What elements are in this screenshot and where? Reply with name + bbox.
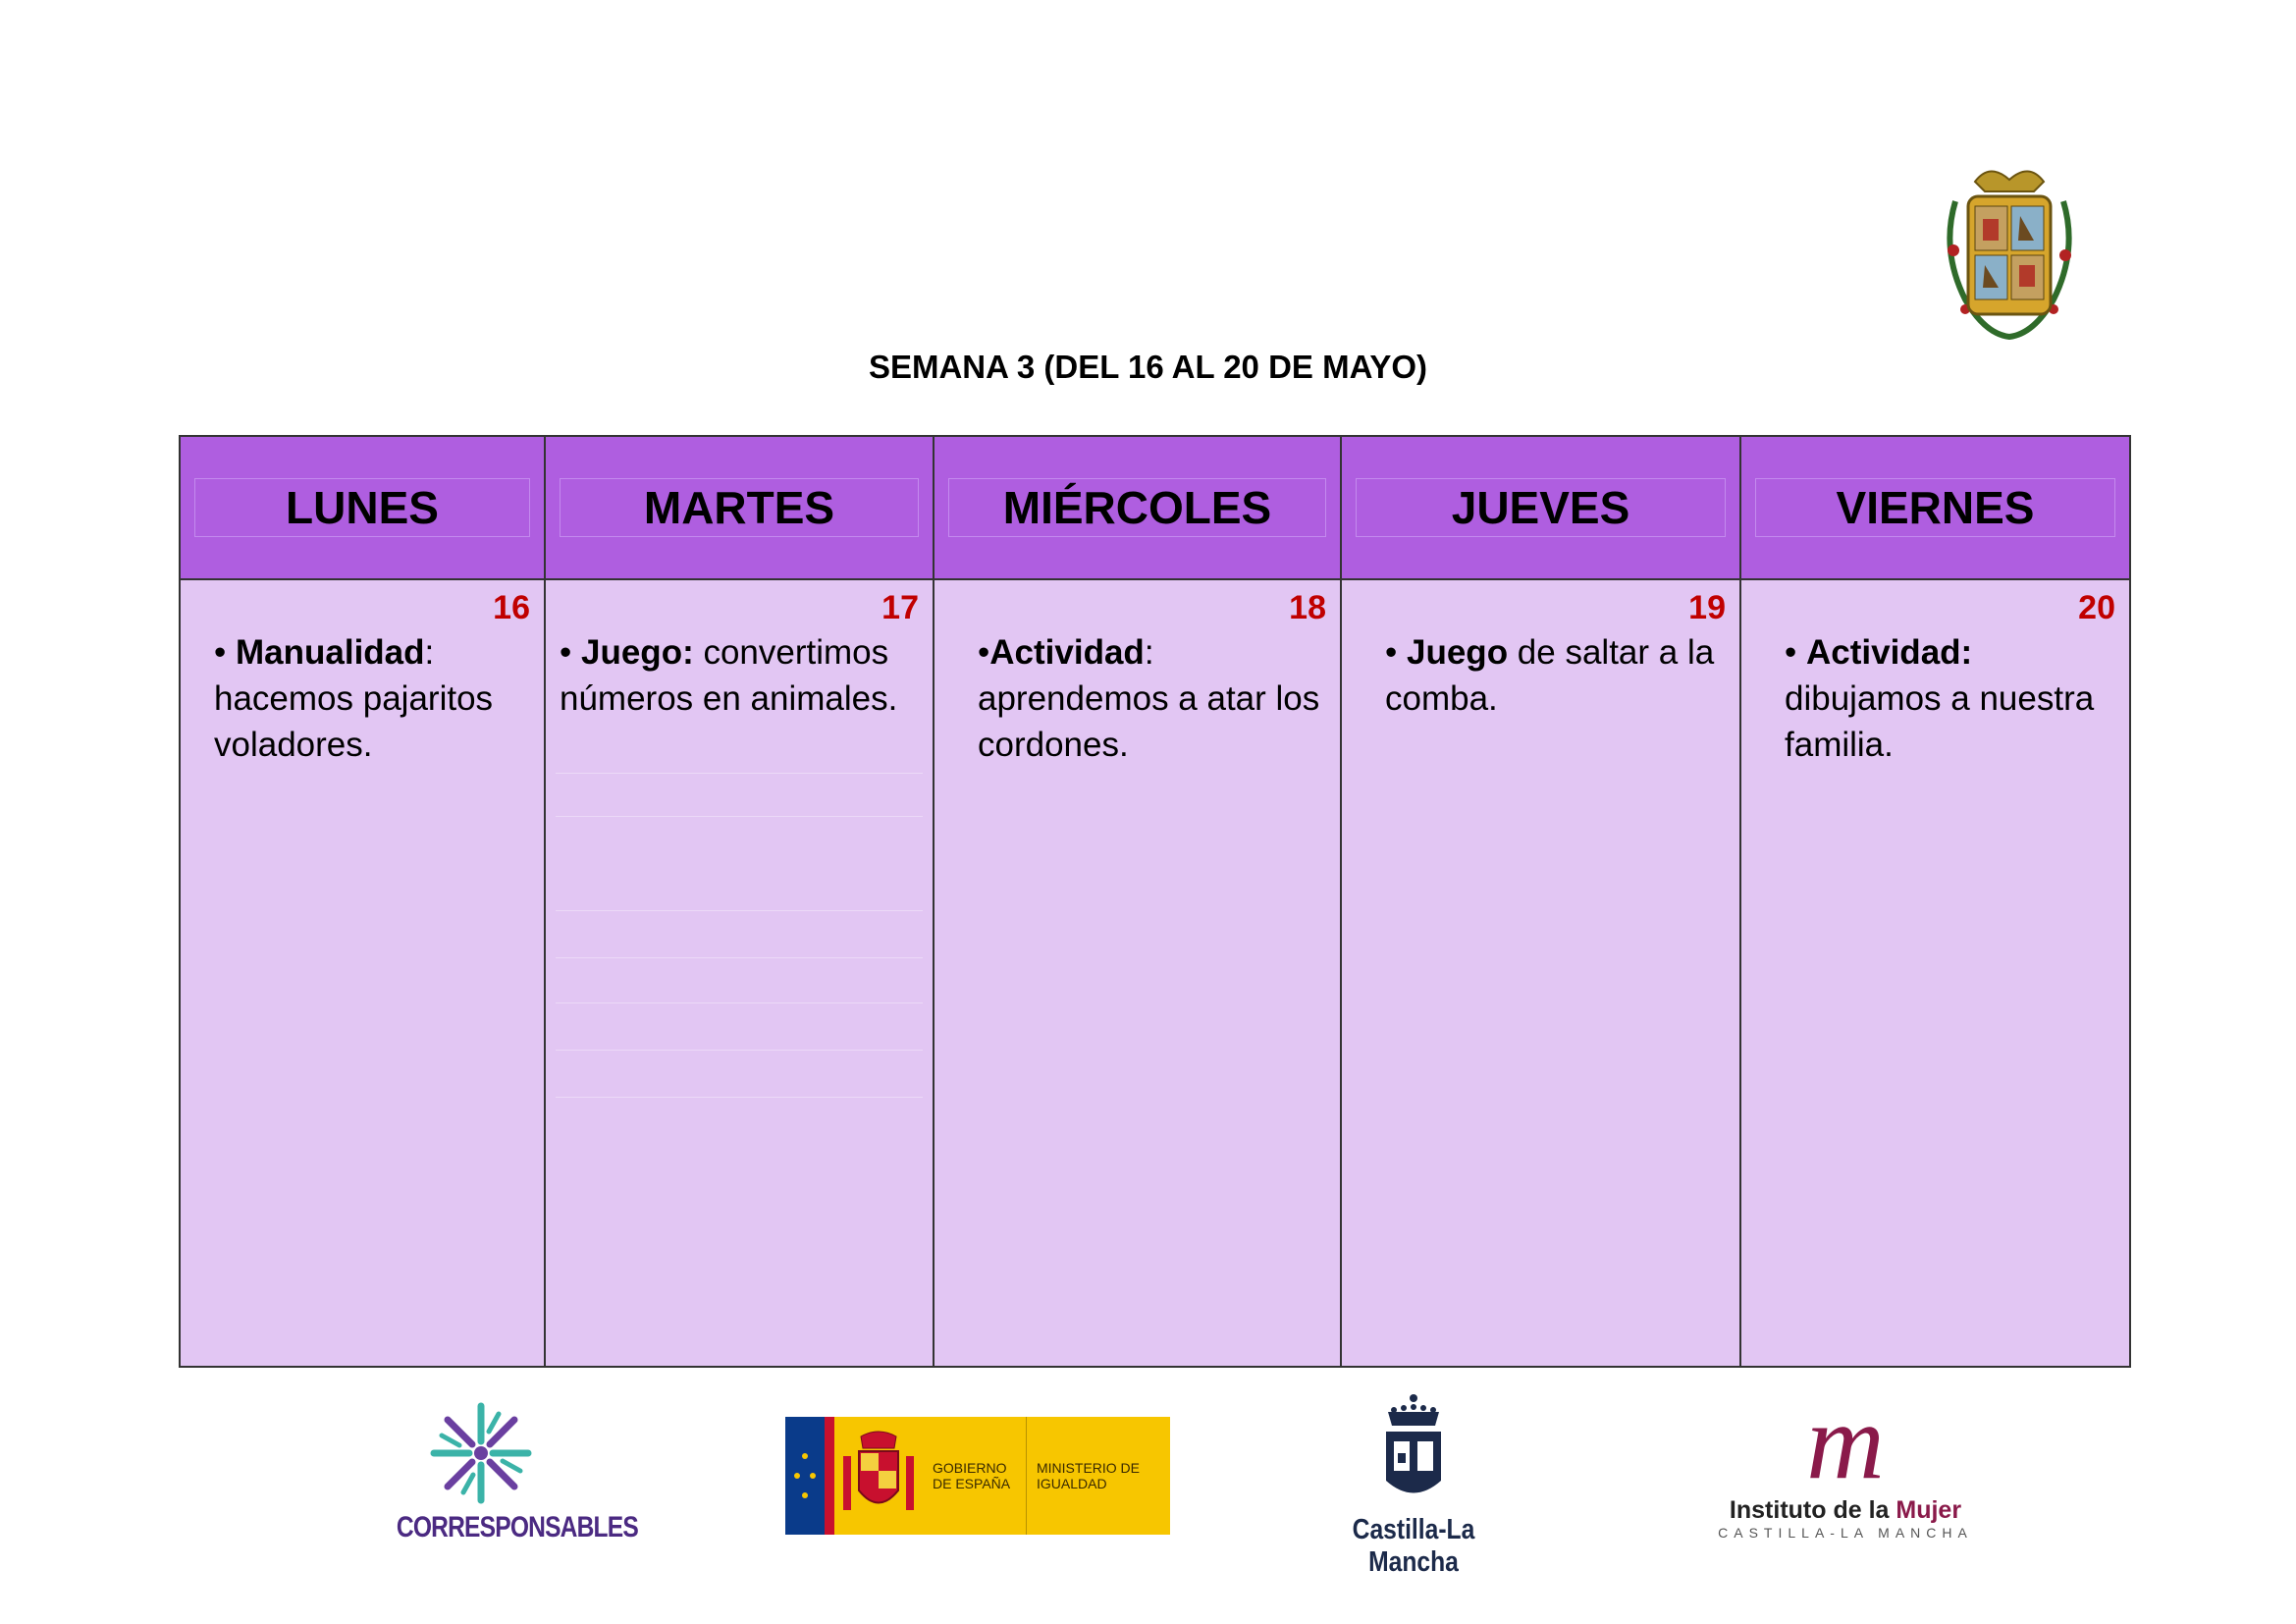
activity-text: • Actividad: dibujamos a nuestra familia. — [1785, 633, 2095, 764]
day-cell-monday — [180, 579, 545, 1367]
castle-crown-icon — [1374, 1392, 1453, 1505]
gobierno-label: GOBIERNO DE ESPAÑA — [923, 1417, 1027, 1535]
day-header-thursday: JUEVES — [1341, 436, 1740, 579]
spain-flag-stripe — [825, 1417, 834, 1535]
gobierno-espana-logo — [785, 1417, 1170, 1535]
header-row — [180, 436, 2130, 579]
weekly-schedule-table — [179, 435, 2131, 1368]
day-header-monday: LUNES — [180, 436, 545, 579]
divider — [556, 910, 923, 911]
activity-text: • Juego de saltar a la comba. — [1385, 633, 1715, 718]
day-number: 17 — [881, 589, 919, 626]
day-cell-thursday — [1341, 579, 1740, 1367]
castilla-la-mancha-logo — [1296, 1392, 1531, 1578]
corresponsables-logo — [378, 1399, 638, 1556]
divider — [556, 1002, 923, 1003]
instituto-mujer-logo — [1708, 1381, 1983, 1559]
day-cell-friday — [1740, 579, 2130, 1367]
instituto-sub-label: CASTILLA-LA MANCHA — [1718, 1525, 1973, 1541]
castilla-la-mancha-label: Castilla-La Mancha — [1352, 1514, 1475, 1578]
eu-flag-icon — [785, 1417, 825, 1535]
im-monogram-icon: m — [1806, 1381, 1885, 1501]
activity-text: • Manualidad: hacemos pajaritos voladores. — [214, 633, 494, 764]
day-cell-wednesday — [934, 579, 1341, 1367]
divider — [556, 957, 923, 958]
corresponsables-label: CORRESPONSABLES — [396, 1511, 638, 1543]
divider — [556, 773, 923, 774]
ministerio-label: MINISTERIO DE IGUALDAD — [1037, 1460, 1141, 1491]
day-cell-tuesday — [545, 579, 934, 1367]
divider — [556, 1050, 923, 1051]
day-header-wednesday: MIÉRCOLES — [934, 436, 1341, 579]
activity-row — [180, 579, 2130, 1367]
spain-coat-of-arms-icon — [834, 1417, 923, 1535]
day-number: 20 — [2078, 589, 2115, 626]
divider — [556, 816, 923, 817]
day-header-tuesday: MARTES — [545, 436, 934, 579]
activity-text: • Juego: convertimos números en animales. — [560, 633, 898, 718]
page-title: SEMANA 3 (DEL 16 AL 20 DE MAYO) — [868, 349, 1428, 385]
activity-text: •Actividad: aprendemos a atar los cordones. — [978, 633, 1320, 764]
instituto-label: Instituto de la Mujer — [1729, 1496, 1962, 1524]
day-number: 19 — [1688, 589, 1726, 626]
star-burst-icon — [427, 1399, 535, 1507]
divider — [556, 1097, 923, 1098]
coat-of-arms-logo — [1936, 162, 2083, 344]
day-number: 18 — [1289, 589, 1326, 626]
day-header-friday: VIERNES — [1740, 436, 2130, 579]
day-number: 16 — [493, 589, 530, 626]
